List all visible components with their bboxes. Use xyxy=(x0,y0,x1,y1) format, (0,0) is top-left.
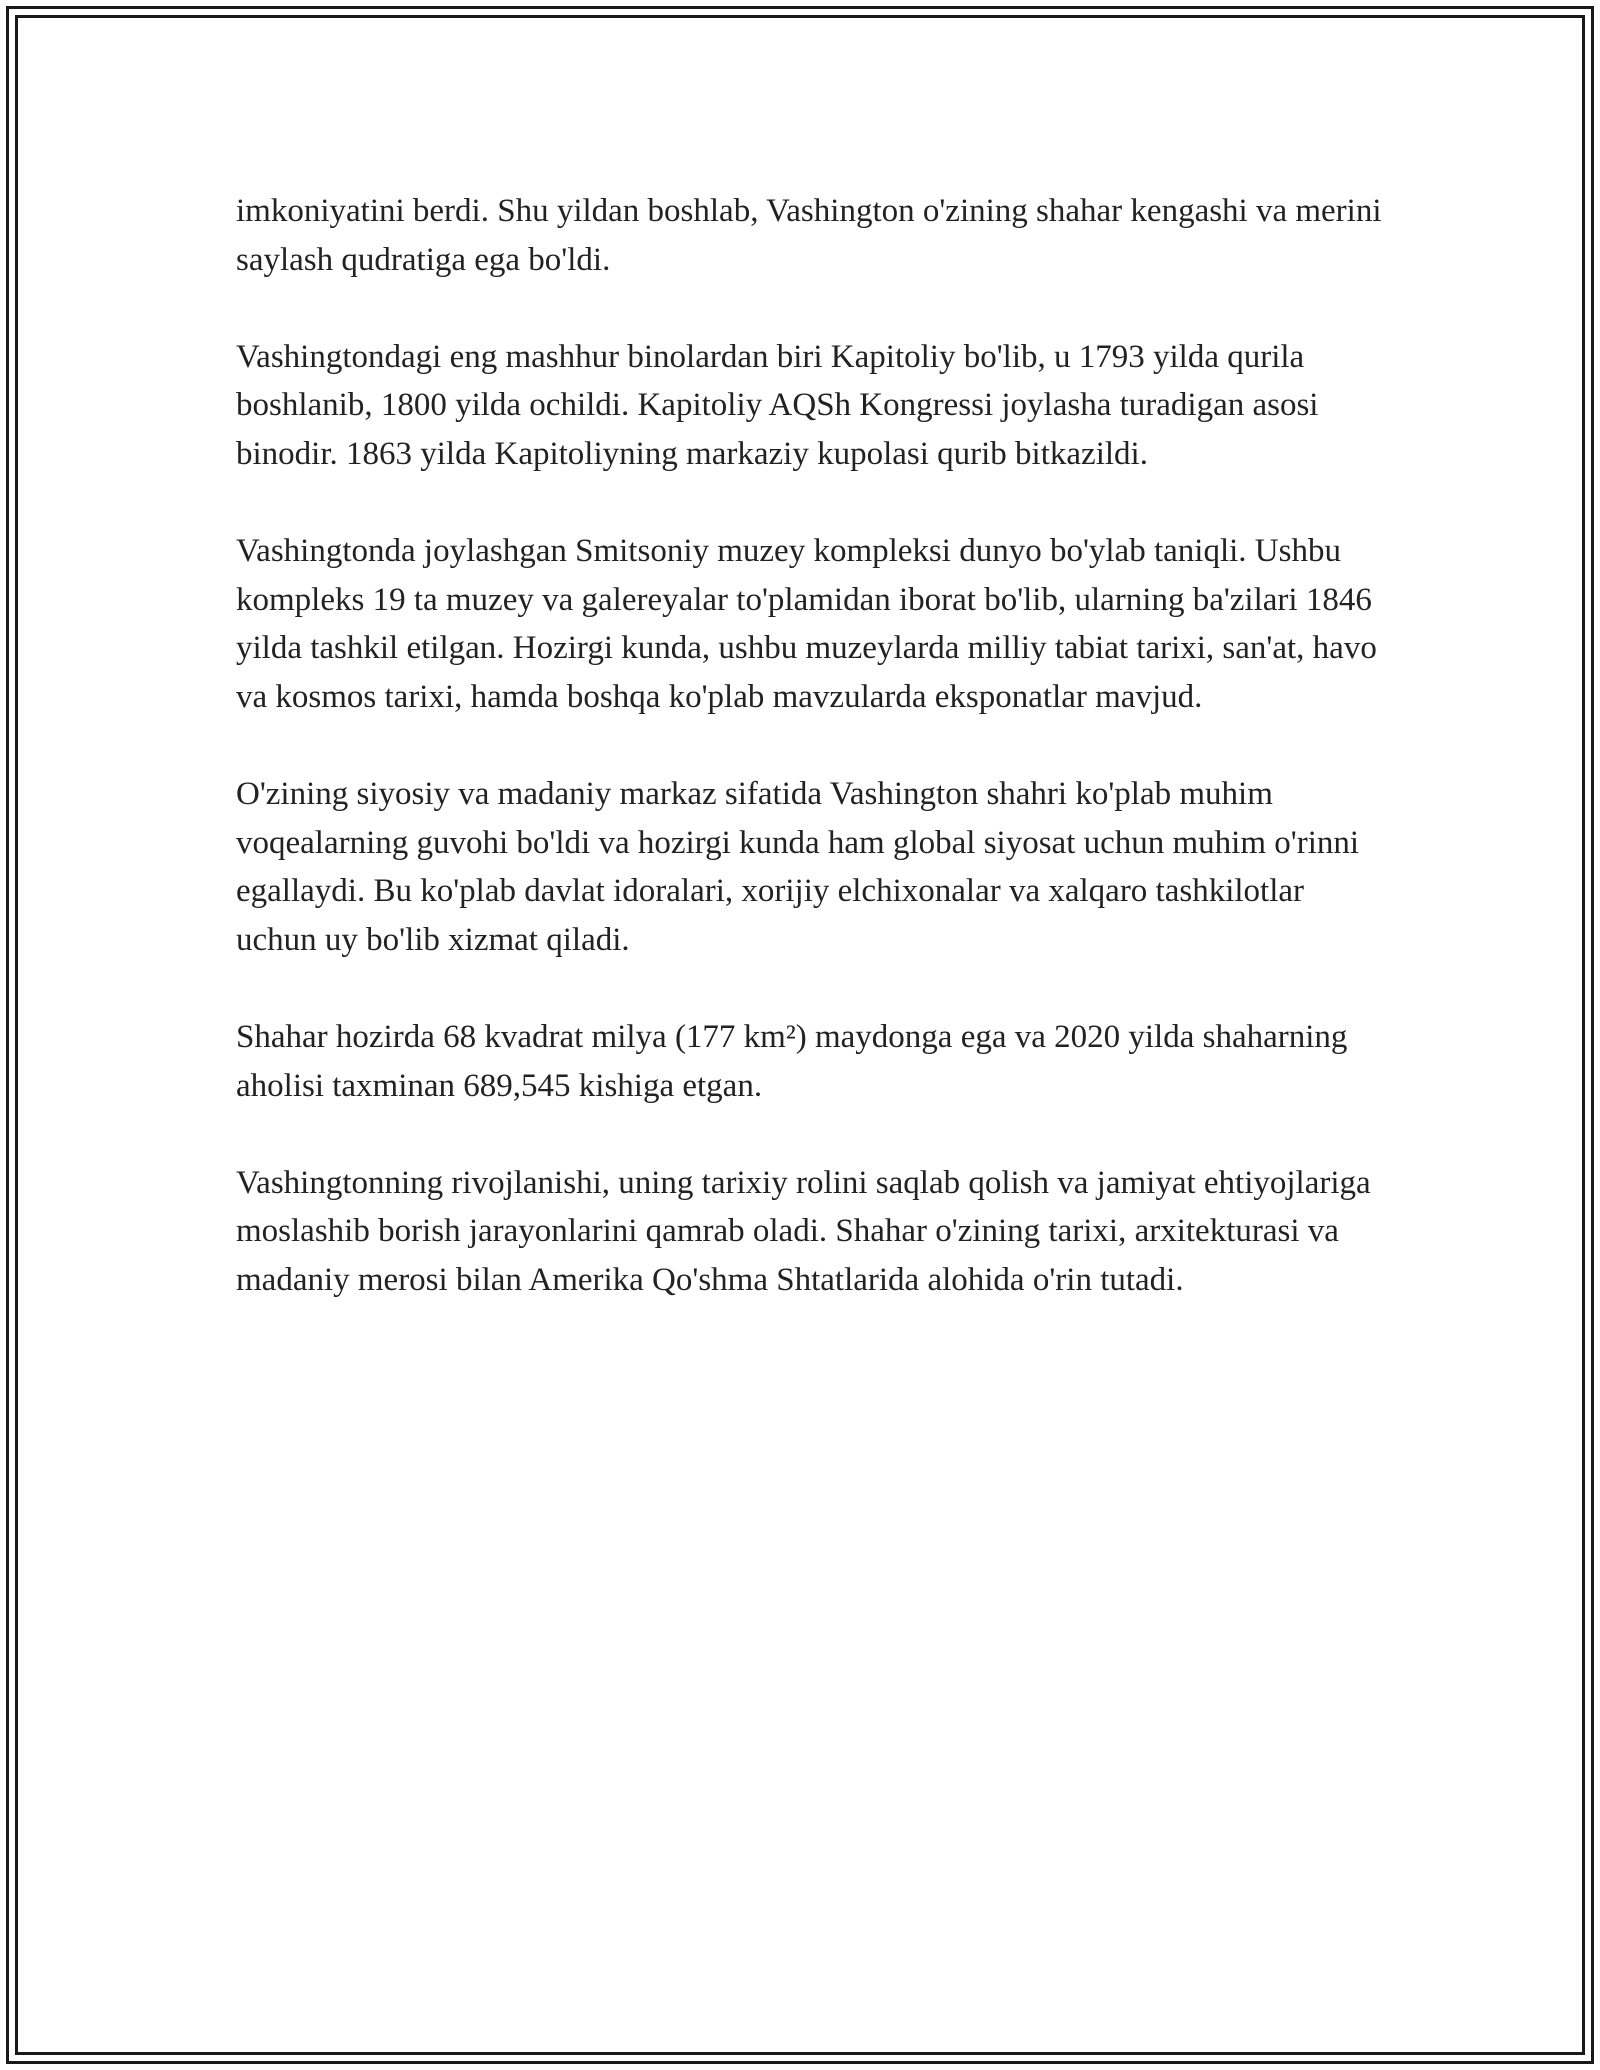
paragraph-6: Vashingtonning rivojlanishi, uning tarixiy rolini saqlab qolish va jamiyat ehtiyojlariga moslashib borish jarayonlarini qamrab oladi. Shahar o'zining tarixi, arxitekturasi va madaniy merosi bilan Amerika Qo'shma Shtatlarida alohida o'rin tutadi. xyxy=(236,1164,1371,1299)
paragraph-4: O'zining siyosiy va madaniy markaz sifatida Vashington shahri ko'plab muhim voqealarning guvohi bo'ldi va hozirgi kunda ham global siyosat uchun muhim o'rinni egallaydi. Bu ko'plab davlat idoralari, xorijiy elchixonalar va xalqaro tashkilotlar uchun uy bo'lib xizmat qiladi. xyxy=(236,776,1360,958)
document-body xyxy=(236,187,1386,1353)
paragraph-1: imkoniyatini berdi. Shu yildan boshlab, Vashington o'zining shahar kengashi va merini saylash qudratiga ega bo'ldi. xyxy=(236,193,1382,278)
paragraph-3: Vashingtonda joylashgan Smitsoniy muzey kompleksi dunyo bo'ylab taniqli. Ushbu kompleks 19 ta muzey va galereyalar to'plamidan iborat bo'lib, ularning ba'zilari 1846 yilda tashkil etilgan. Hozirgi kunda, ushbu muzeylarda milliy tabiat tarixi, san'at, havo va kosmos tarixi, hamda boshqa ko'plab mavzularda eksponatlar mavjud. xyxy=(236,533,1377,715)
paragraph-2: Vashingtondagi eng mashhur binolardan biri Kapitoliy bo'lib, u 1793 yilda qurila boshlanib, 1800 yilda ochildi. Kapitoliy AQSh Kongressi joylasha turadigan asosi binodir. 1863 yilda Kapitoliyning markaziy kupolasi qurib bitkazildi. xyxy=(236,338,1319,472)
paragraph-5: Shahar hozirda 68 kvadrat milya (177 km²) maydonga ega va 2020 yilda shaharning aholisi taxminan 689,545 kishiga etgan. xyxy=(236,1019,1348,1104)
